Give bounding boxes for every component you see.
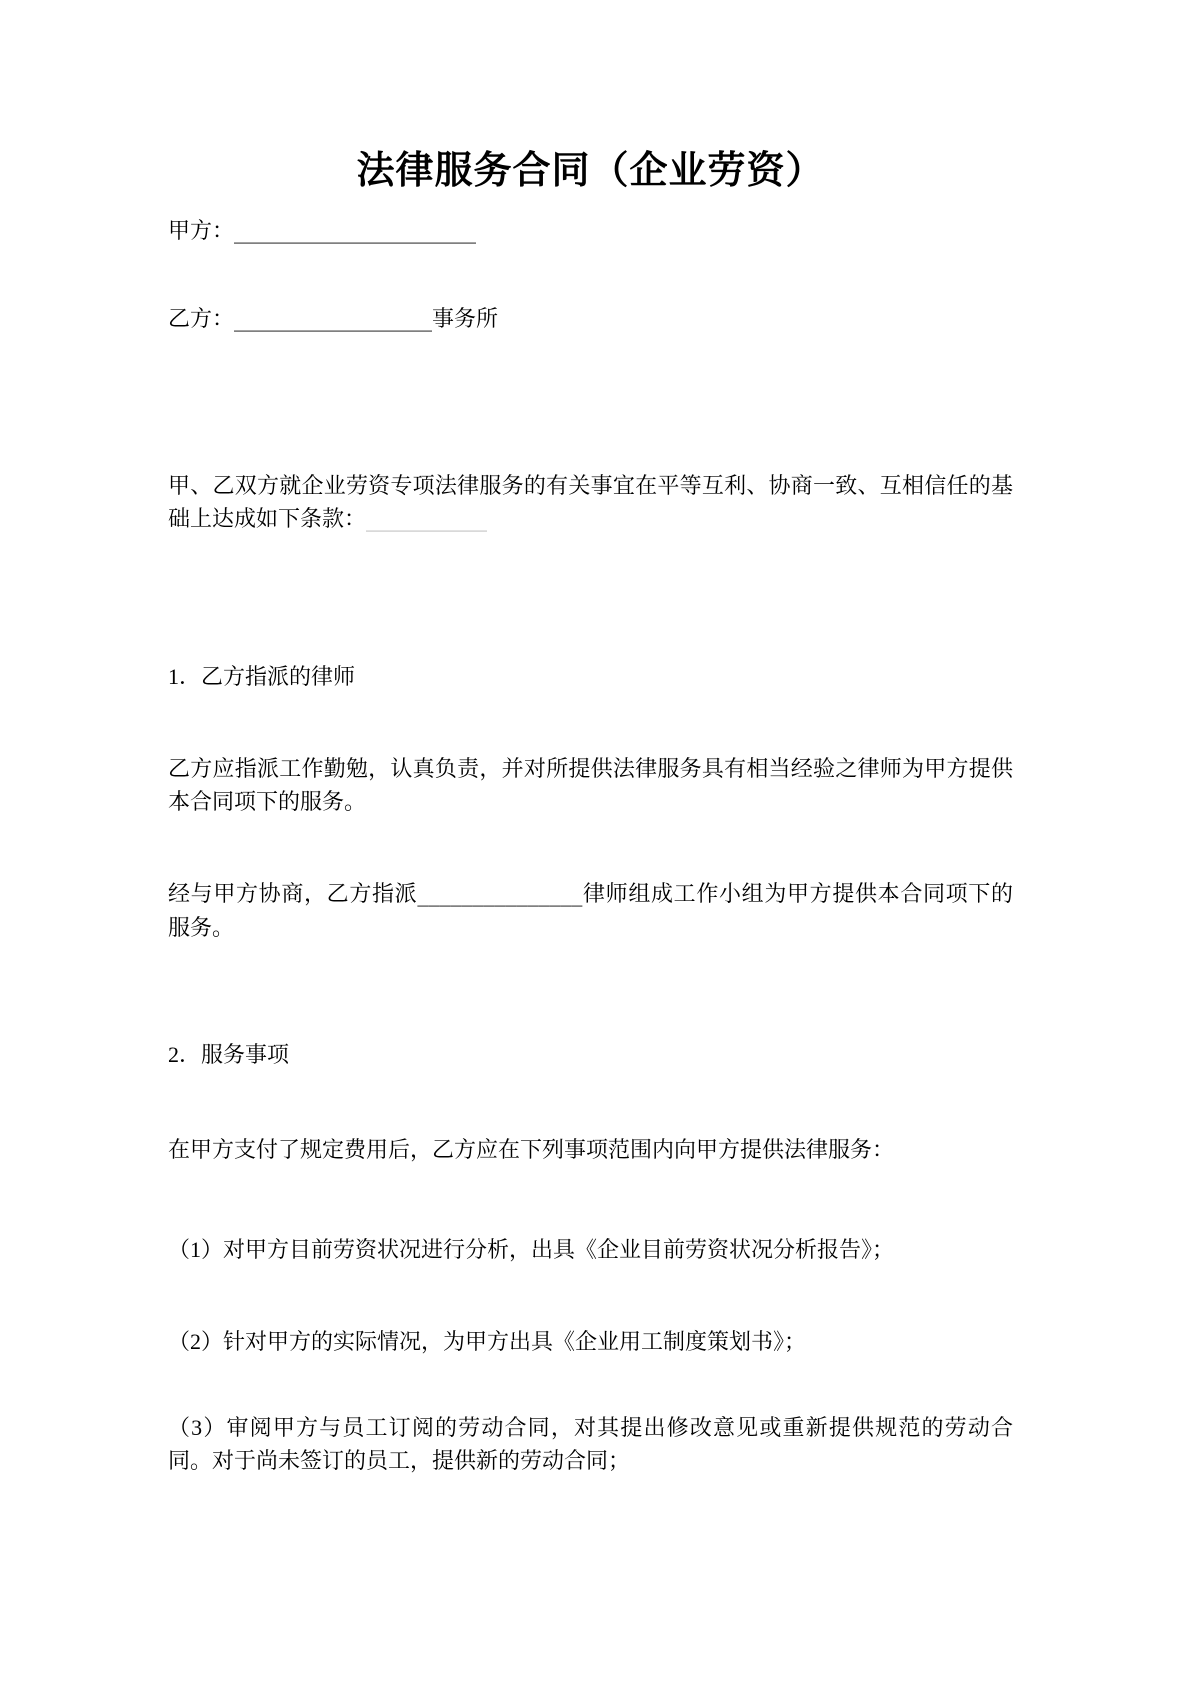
intro-text: 甲、乙双方就企业劳资专项法律服务的有关事宜在平等互利、协商一致、互相信任的基础上达成如下条款： (168, 473, 1013, 531)
service-item-1-text: （1）对甲方目前劳资状况进行分析，出具《企业目前劳资状况分析报告》； (168, 1237, 895, 1262)
clause-2-heading (168, 1038, 1013, 1071)
party-a-line (168, 214, 1013, 248)
party-b-blank-field[interactable]: __________________ (234, 307, 433, 332)
clause-2-intro-paragraph (168, 1133, 1013, 1166)
intro-paragraph (168, 469, 1013, 536)
service-item-3 (168, 1411, 1013, 1477)
clause-1-heading-text: 1．乙方指派的律师 (168, 664, 356, 689)
party-b-label: 乙方： (168, 306, 235, 331)
clause-1-paragraph-2 (168, 877, 1013, 944)
party-b-line (168, 302, 1013, 336)
clause-2-intro-text: 在甲方支付了规定费用后，乙方应在下列事项范围内向甲方提供法律服务： (168, 1137, 895, 1162)
assigned-lawyer-blank-field[interactable]: _______________ (417, 882, 583, 907)
contract-title: 法律服务合同（企业劳资） (356, 150, 825, 192)
clause-1-heading (168, 660, 1013, 693)
party-a-label: 甲方： (168, 218, 235, 243)
service-item-3-text: （3）审阅甲方与员工订阅的劳动合同，对其提出修改意见或重新提供规范的劳动合同。对于尚未签订的员工，提供新的劳动合同； (168, 1415, 1013, 1473)
clause-2-heading-text: 2．服务事项 (168, 1042, 290, 1067)
service-item-1 (168, 1233, 1013, 1266)
clause-1-paragraph-1-text: 乙方应指派工作勤勉，认真负责，并对所提供法律服务具有相当经验之律师为甲方提供本合同项下的服务。 (168, 756, 1013, 814)
service-item-2-text: （2）针对甲方的实际情况，为甲方出具《企业用工制度策划书》； (168, 1329, 807, 1354)
clause-1-paragraph-2-before: 经与甲方协商，乙方指派 (168, 881, 418, 906)
service-item-2 (168, 1325, 1013, 1358)
intro-blank-field[interactable]: ___________ (366, 507, 488, 532)
clause-1-paragraph-1 (168, 752, 1013, 818)
party-a-blank-field[interactable]: ______________________ (234, 219, 477, 244)
party-b-suffix: 事务所 (432, 306, 499, 331)
clause-1-paragraph-2-after: 律师组成工作小组为甲方提供本合同项下的服务。 (168, 881, 1013, 940)
